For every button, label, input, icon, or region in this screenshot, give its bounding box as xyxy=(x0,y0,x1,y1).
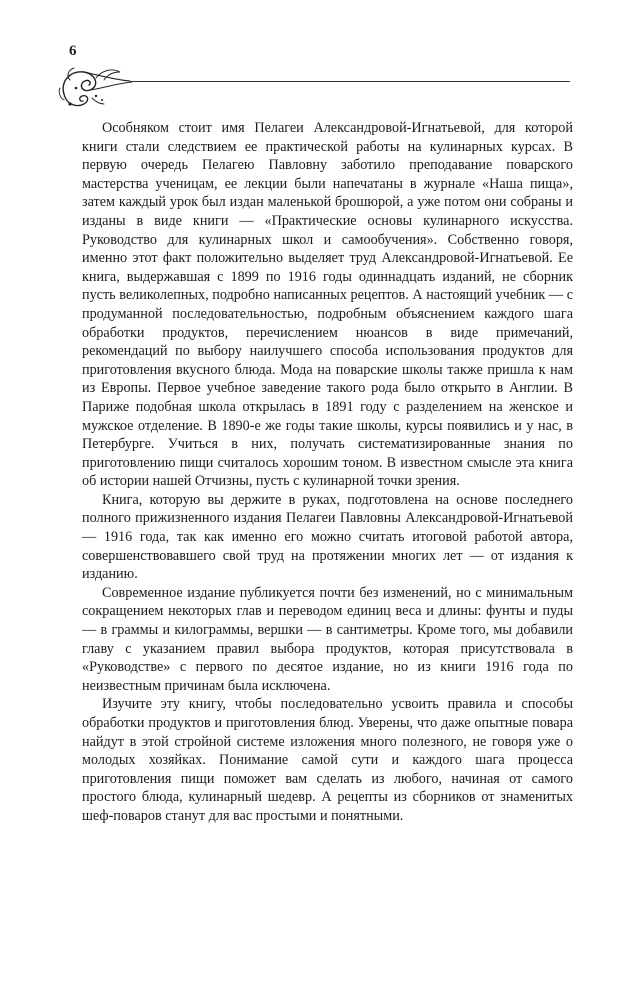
page-number: 6 xyxy=(69,43,77,59)
paragraph: Современное издание публикуется почти без изменений, но с минимальным сокращением некоторых глав и переводом единиц веса и длины: фунты и пуды — в граммы и килограммы, вершки — в сантиметры. Кроме того, мы добавили главу с указанием правил выбора продуктов, которая присутствовала в «Руководстве» с первого по десятое издание, но из книги 1916 года по неизвестным причинам была исключена. xyxy=(82,584,573,694)
page-header xyxy=(0,0,637,110)
text-body xyxy=(82,119,573,826)
paragraph: Особняком стоит имя Пелагеи Александровой-Игнатьевой, для которой книги стали следствием ее практической работы на кулинарных курсах. В первую очередь Пелагею Павловну заботило преподавание поварского мастерства ученицам, ее лекции были напечатаны в журнале «Наша пища», затем каждый урок был издан маленькой брошюрой, а уже потом они собраны и изданы в виде книги — «Практические основы кулинарного искусства. Руководство для кулинарных школ и самообучения». Собственно говоря, именно этот факт положительно выделяет труд Александровой-Игнатьевой. Ее книга, выдержавшая с 1899 по 1916 годы одиннадцать изданий, не сборник пусть великолепных, подробно написанных рецептов. А настоящий учебник — с продуманной последовательностью, подробным объяснением каждого шага обработки продуктов, перечислением нюансов в виде примечаний, рекомендаций по выбору наилучшего способа использования продуктов для приготовления вкусного блюда. Мода на поварские школы также пришла к нам из Европы. Первое учебное заведение такого рода было открыто в Англии. В Париже подобная школа открылась в 1891 году с разделением на женское и мужское отделение. В 1890-е же годы такие школы, курсы появились и у нас, в Петербурге. Учиться в них, получать систематизированные знания по приготовлению пищи считалось хорошим тоном. В известном смысле эта книга об истории нашей Отчизны, пусть с кулинарной точки зрения. xyxy=(82,120,573,490)
paragraph: Книга, которую вы держите в руках, подготовлена на основе последнего полного прижизненного издания Пелагеи Павловны Александровой-Игнатьевой — 1916 года, так как именно его можно считать итоговой работой автора, совершенствовавшего свой труд на протяжении многих лет — от издания к изданию. xyxy=(82,491,573,583)
flourish-ornament-icon xyxy=(56,58,166,112)
header-rule xyxy=(130,81,570,82)
paragraph: Изучите эту книгу, чтобы последовательно усвоить правила и способы обработки продуктов и приготовления блюд. Уверены, что даже опытные повара найдут в этой стройной системе изложения много полезного, не говоря уже о молодых хозяйках. Понимание самой сути и каждого шага процесса приготовления пищи поможет вам сделать из любого, начиная от самого простого блюда, кулинарный шедевр. А рецепты из сборников от знаменитых шеф-поваров станут для вас простыми и понятными. xyxy=(82,696,573,824)
